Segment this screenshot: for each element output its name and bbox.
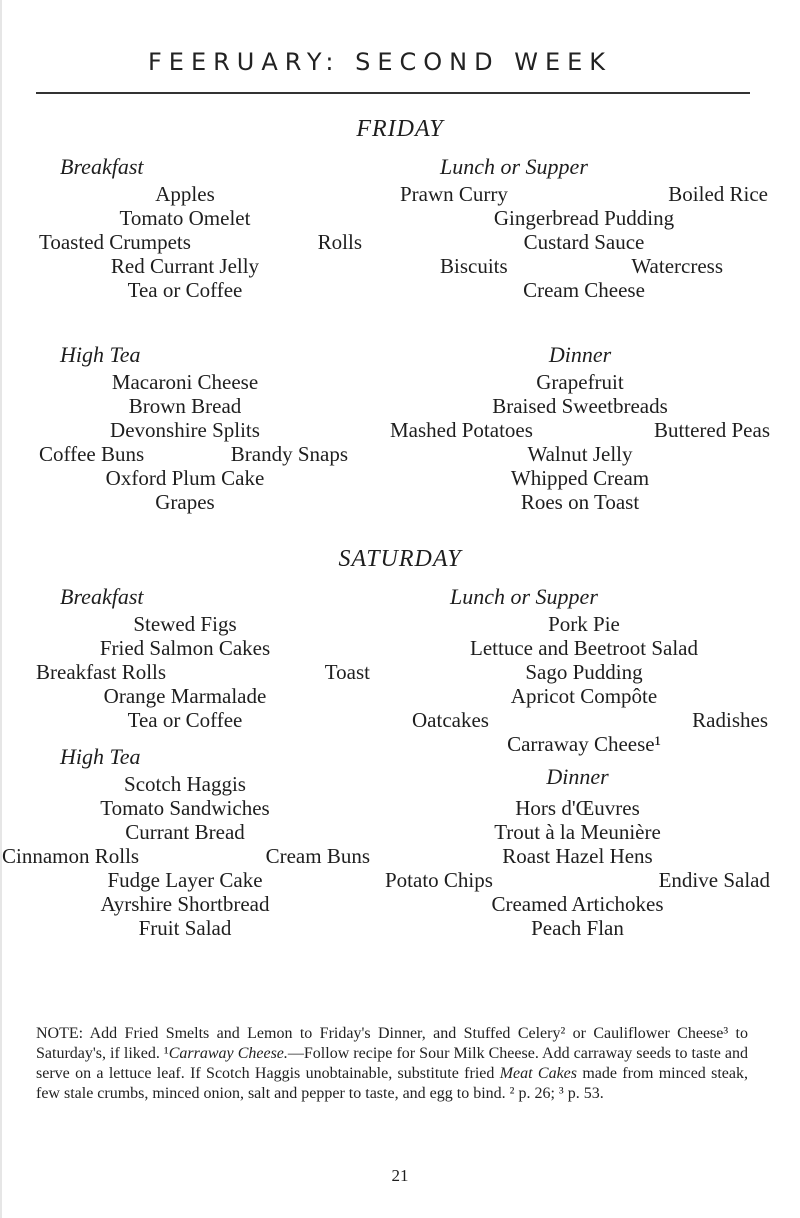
menu-line: Fried Salmon Cakes: [99, 636, 271, 660]
day-title-friday: FRIDAY: [356, 116, 444, 142]
menu-line: Biscuits Watercress: [440, 254, 723, 278]
meal-heading: Breakfast: [60, 584, 144, 609]
menu-line: Gingerbread Pudding: [493, 206, 675, 230]
saturday-dinner: [385, 762, 770, 940]
menu-line: Sago Pudding: [525, 660, 643, 684]
saturday-lunch: [400, 582, 768, 756]
day-title-saturday: SATURDAY: [338, 546, 462, 572]
menu-line: Macaroni Cheese: [111, 370, 259, 394]
menu-line: Red Currant Jelly: [110, 254, 260, 278]
menu-line: Roes on Toast: [520, 490, 640, 514]
menu-line: Tea or Coffee: [127, 278, 243, 302]
menu-line: Cream Cheese: [523, 278, 645, 302]
menu-line: Potato Chips Endive Salad: [385, 868, 770, 892]
menu-line: Pork Pie: [548, 612, 620, 636]
friday-high-tea: [0, 340, 370, 514]
menu-line: Brown Bread: [128, 394, 242, 418]
menu-line: Tomato Omelet: [119, 206, 251, 230]
friday-lunch: [400, 152, 768, 302]
menu-line: Trout à la Meunière: [494, 820, 661, 844]
menu-line: Orange Marmalade: [103, 684, 267, 708]
meal-heading: High Tea: [60, 744, 141, 769]
menu-line: Currant Bread: [125, 820, 245, 844]
meal-heading: Lunch or Supper: [440, 154, 588, 179]
menu-line: Mashed Potatoes Buttered Peas: [390, 418, 770, 442]
menu-line: Walnut Jelly: [527, 442, 633, 466]
menu-line: Scotch Haggis: [124, 772, 246, 796]
menu-line: Grapes: [155, 490, 215, 514]
menu-line: Toasted Crumpets Rolls: [39, 230, 362, 254]
menu-line: Coffee Buns Brandy Snaps: [39, 442, 348, 466]
page-number: 21: [391, 1166, 409, 1185]
menu-line: Devonshire Splits: [110, 418, 260, 442]
menu-line: Apples: [155, 182, 215, 206]
menu-line: Apricot Compôte: [510, 684, 658, 708]
meal-heading: High Tea: [60, 342, 141, 367]
friday-dinner: [390, 340, 770, 514]
menu-line: Creamed Artichokes: [491, 892, 664, 916]
menu-line: Lettuce and Beetroot Salad: [470, 636, 698, 660]
menu-line: Braised Sweetbreads: [492, 394, 668, 418]
running-head: FEERUARY: SECOND WEEK: [148, 48, 613, 76]
menu-line: Carraway Cheese¹: [507, 732, 661, 756]
menu-line: Peach Flan: [531, 916, 624, 940]
menu-line: Grapefruit: [536, 370, 624, 394]
menu-line: Fruit Salad: [138, 916, 232, 940]
menu-line: Oxford Plum Cake: [105, 466, 265, 490]
menu-line: Prawn Curry Boiled Rice: [400, 182, 768, 206]
saturday-high-tea: [0, 742, 370, 940]
meal-heading: Lunch or Supper: [450, 584, 598, 609]
footnote: NOTE: Add Fried Smelts and Lemon to Friday's Dinner, and Stuffed Celery² or Cauliflower Cheese³ to Saturday's, if liked. ¹Carraway Cheese.—Follow recipe for Sour Milk Cheese. Add carraway seeds to taste and serve on a lettuce leaf. If Scotch Haggis unobtainable, substitute fried Meat Cakes made from minced steak, few stale crumbs, minced onion, salt and pepper to taste, and egg to bind. ² p. 26; ³ p. 53.: [36, 1025, 749, 1102]
menu-line: Stewed Figs: [133, 612, 237, 636]
menu-line: Cinnamon Rolls Cream Buns: [2, 844, 370, 868]
menu-line: Hors d'Œuvres: [515, 796, 640, 820]
menu-line: Oatcakes Radishes: [412, 708, 768, 732]
menu-line: Tea or Coffee: [127, 708, 243, 732]
menu-line: Roast Hazel Hens: [502, 844, 653, 868]
menu-line: Ayrshire Shortbread: [100, 892, 270, 916]
menu-line: Fudge Layer Cake: [107, 868, 263, 892]
saturday-breakfast: [0, 582, 370, 732]
friday-breakfast: [0, 152, 370, 302]
menu-line: Whipped Cream: [510, 466, 650, 490]
menu-line: Custard Sauce: [523, 230, 645, 254]
menu-line: Tomato Sandwiches: [100, 796, 270, 820]
menu-line: Breakfast Rolls Toast: [36, 660, 370, 684]
meal-heading: Breakfast: [60, 154, 144, 179]
header-rule: [36, 92, 750, 94]
meal-heading: Dinner: [546, 764, 609, 789]
meal-heading: Dinner: [548, 342, 612, 367]
